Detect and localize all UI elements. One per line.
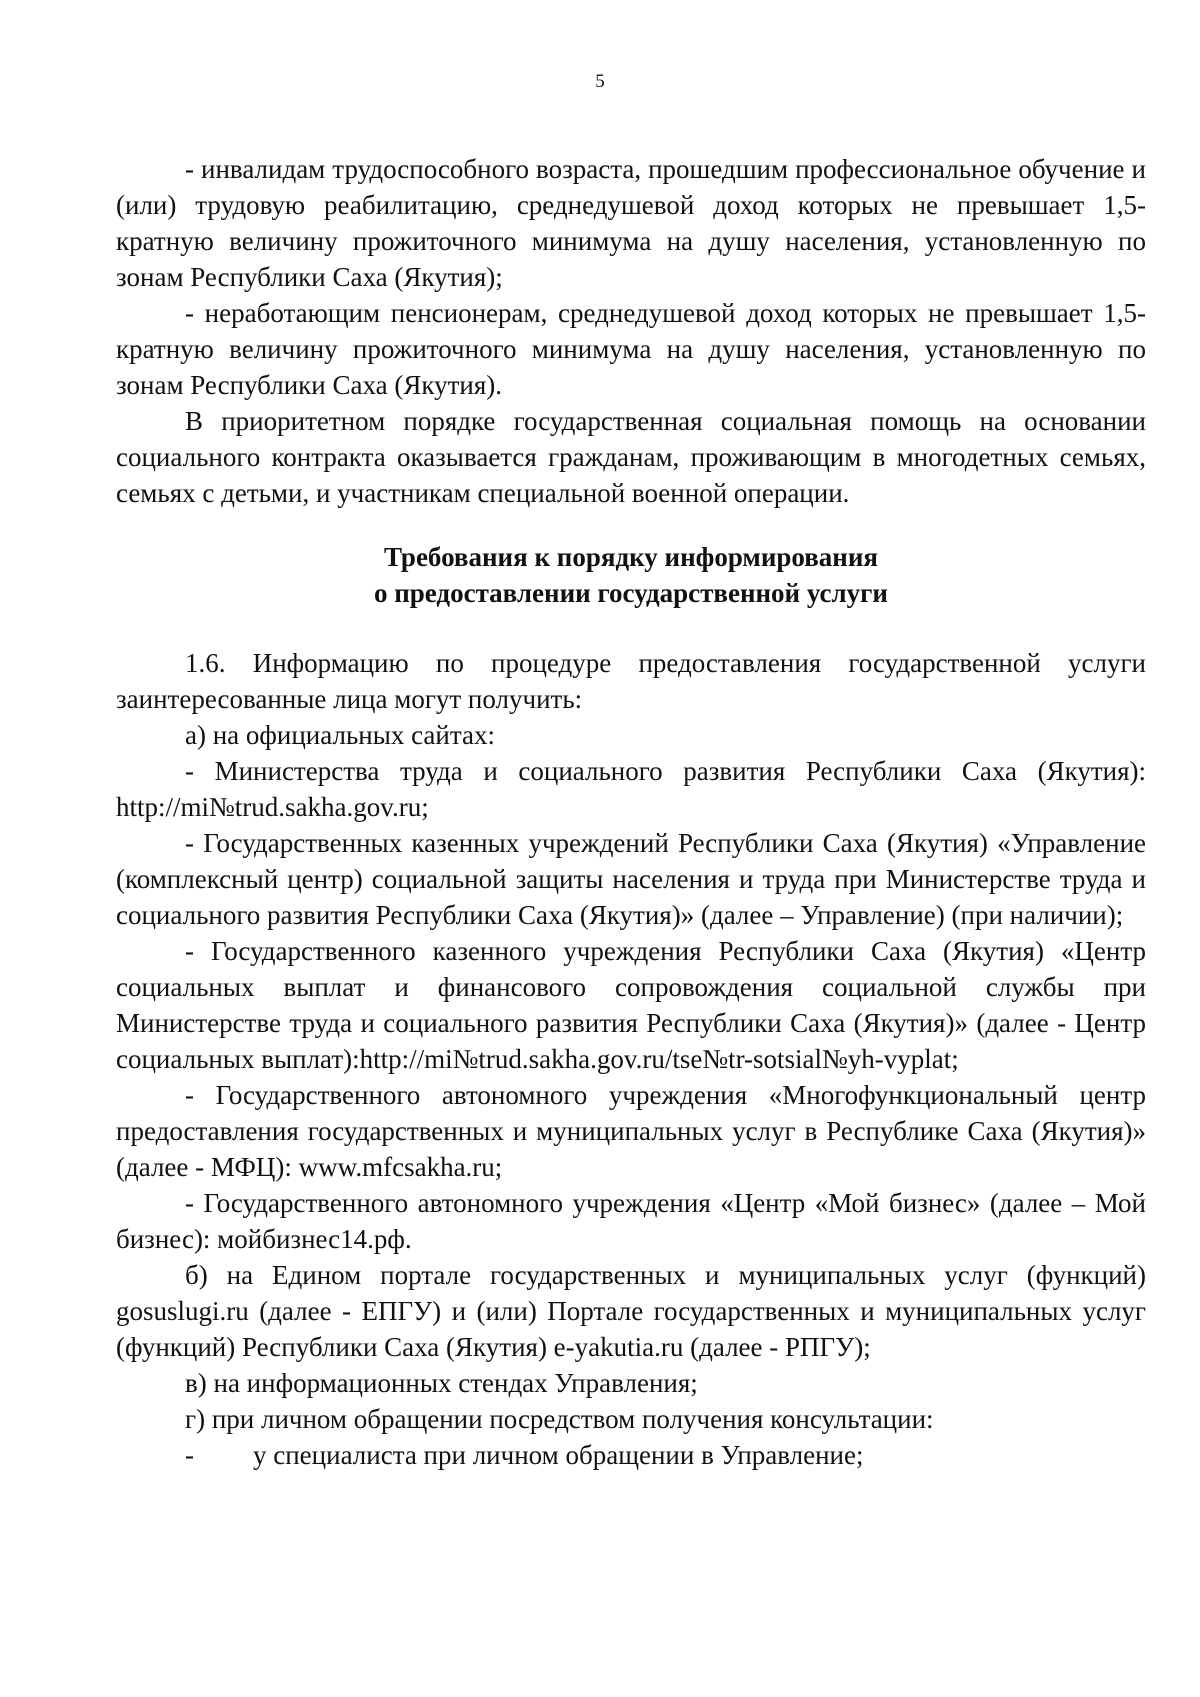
list-item-specialist — [116, 1437, 1146, 1473]
page-number: 5 — [595, 71, 605, 92]
list-dash: - — [185, 1440, 194, 1470]
paragraph-official-sites: а) на официальных сайтах: — [185, 720, 495, 750]
paragraph-ministry-site: - Министерства труда и социального развития Республики Саха (Якутия): http://mi№trud.sakha.gov.ru; — [116, 756, 1146, 822]
paragraph-disabled-citizens: - инвалидам трудоспособного возраста, прошедшим профессиональное обучение и (или) трудовую реабилитацию, среднедушевой доход которых не превышает 1,5-кратную величину прожиточного минимума на душу населения, установленную по зонам Республики Саха (Якутия); — [116, 154, 1146, 292]
paragraph-info-stands: в) на информационных стендах Управления; — [185, 1368, 698, 1398]
paragraph-my-business: - Государственного автономного учреждения «Центр «Мой бизнес» (далее – Мой бизнес): мойбизнес14.рф. — [116, 1188, 1146, 1254]
section-heading-line-2: о предоставлении государственной услуги — [373, 578, 888, 608]
paragraph-mfc: - Государственного автономного учреждения «Многофункциональный центр предоставления государственных и муниципальных услуг в Республике Саха (Якутия)» (далее - МФЦ): www.mfcsakha.ru; — [116, 1080, 1146, 1182]
paragraph-state-institutions: - Государственных казенных учреждений Республики Саха (Якутия) «Управление (комплексный центр) социальной защиты населения и труда при Министерстве труда и социального развития Республики Саха (Якутия)» (далее – Управление) (при наличии); — [116, 828, 1146, 930]
paragraph-epgu: б) на Едином портале государственных и муниципальных услуг (функций) gosuslugi.ru (далее - ЕПГУ) и (или) Портале государственных и муниципальных услуг (функций) Республики Саха (Якутия) e-yakutia.ru (далее - РПГУ); — [116, 1260, 1146, 1362]
paragraph-1-6: 1.6. Информацию по процедуре предоставления государственной услуги заинтересованные лица могут получить: — [116, 648, 1146, 714]
document-body — [116, 151, 1146, 1473]
section-heading-line-1: Требования к порядку информирования — [383, 542, 879, 572]
paragraph-pensioners: - неработающим пенсионерам, среднедушевой доход которых не превышает 1,5-кратную величину прожиточного минимума на душу населения, установленную по зонам Республики Саха (Якутия). — [116, 298, 1146, 400]
section-heading — [116, 511, 1146, 645]
paragraph-personal-visit: г) при личном обращении посредством получения консультации: — [185, 1404, 934, 1434]
list-item-text: у специалиста при личном обращении в Управление; — [253, 1440, 864, 1470]
paragraph-social-payments-center: - Государственного казенного учреждения Республики Саха (Якутия) «Центр социальных выплат и финансового сопровождения социальной службы при Министерстве труда и социального развития Республики Саха (Якутия)» (далее - Центр социальных выплат):http://mi№trud.sakha.gov.ru/tse№tr-sotsial№yh-vyplat; — [116, 936, 1146, 1074]
paragraph-priority: В приоритетном порядке государственная социальная помощь на основании социального контракта оказывается гражданам, проживающим в многодетных семьях, семьях с детьми, и участникам специальной военной операции. — [116, 406, 1146, 508]
